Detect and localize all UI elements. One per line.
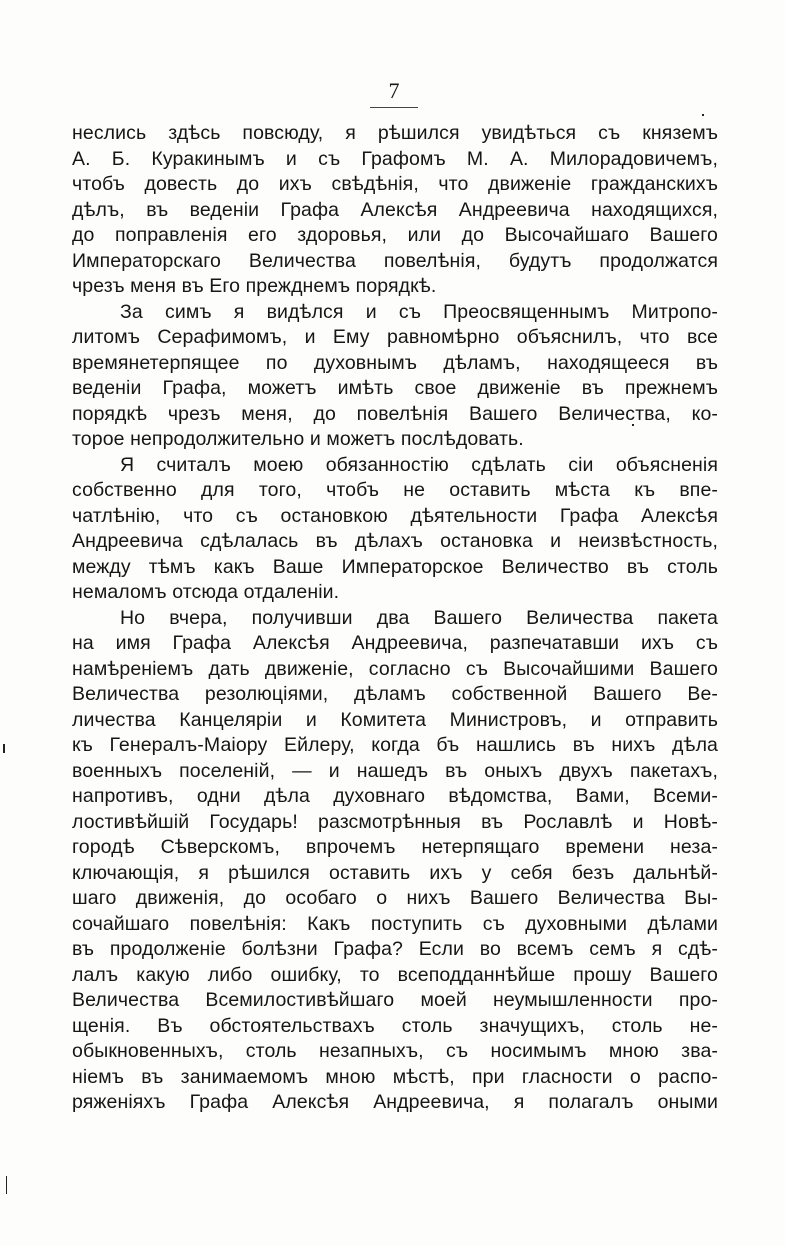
text-line: напротивъ, одни дѣла духовнаго вѣдомства, Вами, Всеми- (72, 785, 718, 807)
text-line: сочайшаго повелѣнія: Какъ поступить съ духовными дѣлами (72, 912, 718, 935)
text-line: лостивѣйшій Государь! разсмотрѣнныя въ Рославлѣ и Новѣ- (72, 810, 718, 833)
text-line: дѣлъ, въ веденіи Графа Алексѣя Андреевича находящихся, (72, 198, 718, 221)
text-line: Андреевича сдѣлалась въ дѣлахъ остановка и неизвѣстность, (72, 530, 718, 552)
page-number: 7 (388, 78, 400, 103)
page-number-rule (370, 107, 418, 108)
text-line: неслись здѣсь повсюду, я рѣшился увидѣться съ княземъ (72, 122, 718, 144)
text-line: немаломъ отсюда отдаленіи. (72, 581, 340, 603)
scan-mark (632, 424, 634, 426)
text-line: собственно для того, чтобъ не оставить мѣста къ впе- (72, 479, 718, 501)
text-line: между тѣмъ какъ Ваше Императорское Величество въ столь (72, 555, 718, 578)
text-line: до поправленія его здоровья, или до Высочайшаго Вашего (72, 224, 718, 246)
text-line: чрезъ меня въ Его прежднемъ порядкѣ. (72, 275, 437, 297)
text-line: шаго движенія, до особаго о нихъ Вашего Величества Вы- (72, 887, 718, 909)
text-line: торое непродолжительно и можетъ послѣдовать. (72, 428, 524, 450)
text-line: Я считалъ моею обязанностію сдѣлать сіи объясненія (120, 453, 718, 476)
text-line: на имя Графа Алексѣя Андреевича, разпечатавши ихъ съ (72, 632, 718, 654)
text-line: литомъ Серафимомъ, и Ему равномѣрно объяснилъ, что все (72, 326, 718, 348)
scan-mark (702, 114, 704, 116)
text-line: лалъ какую либо ошибку, то всеподданнѣйше прошу Вашего (72, 963, 718, 986)
text-line: чтобъ довесть до ихъ свѣдѣнія, что движеніе гражданскихъ (72, 173, 718, 195)
text-line: чатлѣнію, что съ остановкою дѣятельности Графа Алексѣя (72, 504, 718, 527)
text-line: намѣреніемъ дать движеніе, согласно съ Высочайшими Вашего (72, 657, 718, 680)
text-line: времянетерпящее по духовнымъ дѣламъ, находящееся въ (72, 351, 718, 374)
text-line: личества Канцеляріи и Комитета Министровъ, и отправить (72, 708, 718, 731)
text-line: ключающія, я рѣшился оставить ихъ у себя безъ дальнѣй- (72, 861, 718, 884)
scan-mark (3, 744, 5, 753)
text-line: щенія. Въ обстоятельствахъ столь значущихъ, столь не- (72, 1014, 718, 1037)
scan-mark (6, 1176, 7, 1194)
text-line: въ продолженіе болѣзни Графа? Если во всемъ семъ я сдѣ- (72, 938, 718, 960)
text-line: городѣ Сѣверскомъ, впрочемъ нетерпящаго времени неза- (72, 836, 718, 858)
text-line: Величества Всемилостивѣйшаго моей неумышленности про- (72, 989, 718, 1011)
text-line: къ Генералъ-Маіору Ейлеру, когда бъ нашлись въ нихъ дѣла (72, 734, 718, 756)
text-line: ніемъ въ занимаемомъ мною мѣстѣ, при гласности о распо- (72, 1065, 718, 1088)
text-line: Но вчера, получивши два Вашего Величества пакета (120, 606, 718, 629)
text-line: веденіи Графа, можетъ имѣть свое движеніе въ прежнемъ (72, 377, 718, 399)
text-line: Величества резолюціями, дѣламъ собственной Вашего Ве- (72, 683, 718, 705)
text-line: военныхъ поселеній, — и нашедъ въ оныхъ двухъ пакетахъ, (72, 759, 718, 782)
text-line: обыкновенныхъ, столь незапныхъ, съ носимымъ мною зва- (72, 1040, 718, 1062)
text-line: Императорскаго Величества повелѣнія, будутъ продолжатся (72, 249, 718, 272)
body-text (72, 121, 718, 1116)
text-line: А. Б. Куракинымъ и съ Графомъ М. А. Милорадовичемъ, (72, 147, 718, 170)
text-line: порядкѣ чрезъ меня, до повелѣнія Вашего Величества, ко- (72, 402, 718, 425)
text-line: За симъ я видѣлся и съ Преосвященнымъ Митропо- (120, 300, 718, 323)
text-line: ряженіяхъ Графа Алексѣя Андреевича, я полагалъ оными (72, 1091, 718, 1113)
